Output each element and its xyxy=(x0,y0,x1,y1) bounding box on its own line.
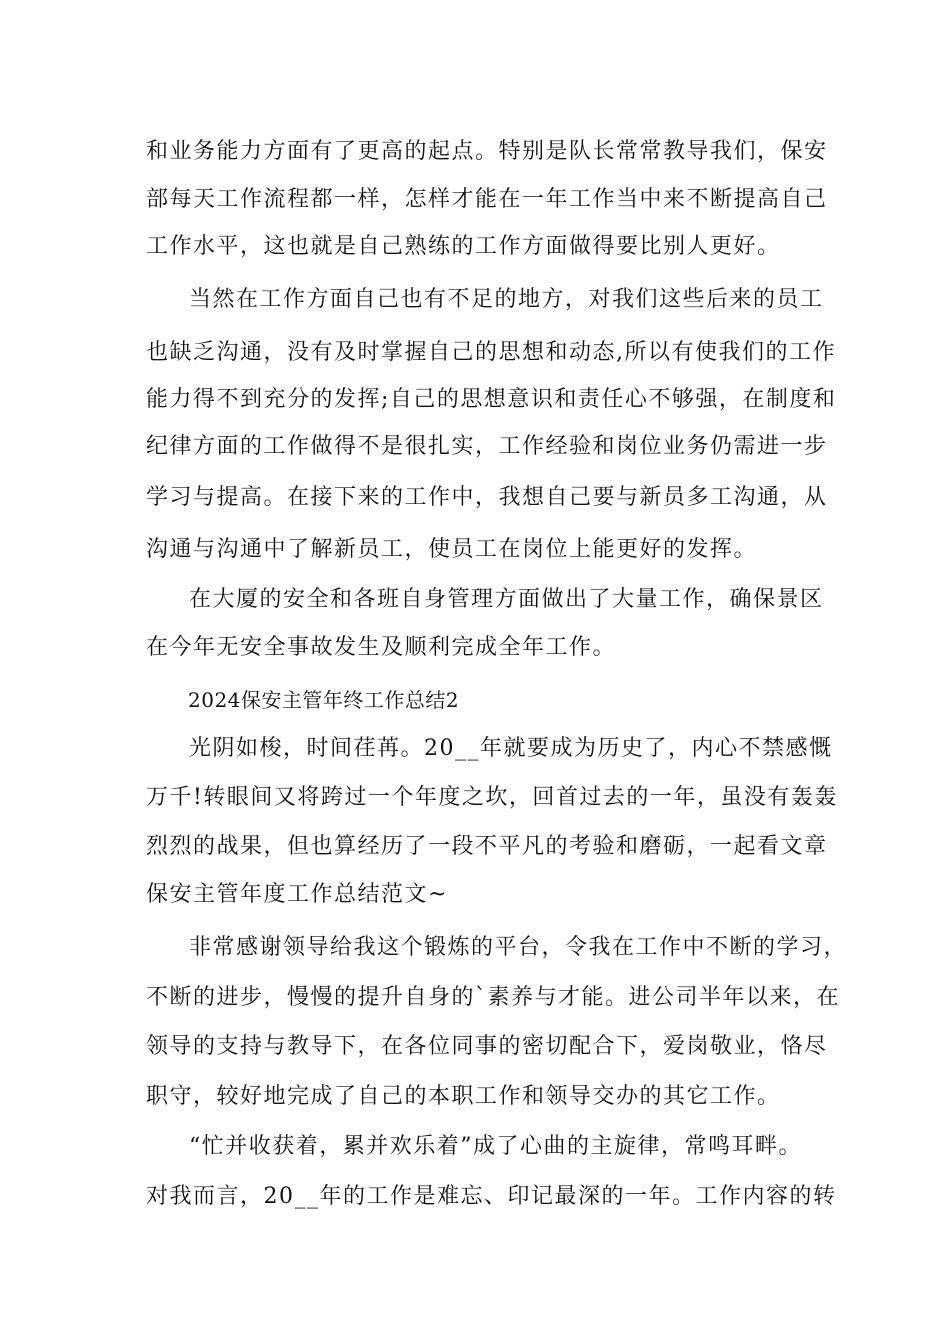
text-line: 职守，较好地完成了自己的本职工作和领导交办的其它工作。 xyxy=(146,1084,781,1109)
paragraph-first-line: 非常感谢领导给我这个锻炼的平台，令我在工作中不断的学习， xyxy=(189,935,848,960)
text-line: 部每天工作流程都一样，怎样才能在一年工作当中来不断提高自己 xyxy=(146,187,828,212)
text-line: 在今年无安全事故发生及顺利完成全年工作。 xyxy=(146,635,617,660)
text-line: 纪律方面的工作做得不是很扎实，工作经验和岗位业务仍需进一步 xyxy=(146,434,828,459)
text-line: 和业务能力方面有了更高的起点。特别是队长常常教导我们，保安 xyxy=(146,139,828,164)
text-line: 烈烈的战果，但也算经历了一段不平凡的考验和磨砺，一起看文章 xyxy=(146,834,828,859)
paragraph-first-line: “忙并收获着，累并欢乐着”成了心曲的主旋律，常鸣耳畔。 xyxy=(189,1134,802,1159)
paragraph-first-line: 当然在工作方面自己也有不足的地方，对我们这些后来的员工 xyxy=(189,287,824,312)
paragraph-first-line: 在大厦的安全和各班自身管理方面做出了大量工作，确保景区 xyxy=(189,587,824,612)
text-line: 不断的进步，慢慢的提升自身的`素养与才能。进公司半年以来，在 xyxy=(146,985,841,1010)
text-line: 万千!转眼间又将跨过一个年度之坎，回首过去的一年，虽没有轰轰 xyxy=(146,785,838,810)
paragraph-first-line: 光阴如梭，时间荏苒。20__年就要成为历史了，内心不禁感慨 xyxy=(189,736,833,761)
text-line: 能力得不到充分的发挥;自己的思想意识和责任心不够强，在制度和 xyxy=(146,387,837,412)
text-line: 对我而言，20__年的工作是难忘、印记最深的一年。工作内容的转 xyxy=(146,1184,837,1209)
text-line: 学习与提高。在接下来的工作中，我想自己要与新员多工沟通，从 xyxy=(146,485,828,510)
text-line: 保安主管年度工作总结范文~ xyxy=(146,882,448,907)
text-line: 工作水平，这也就是自己熟练的工作方面做得要比别人更好。 xyxy=(146,234,781,259)
section-heading: 2024保安主管年终工作总结2 xyxy=(188,688,460,712)
text-line: 领导的支持与教导下，在各位同事的密切配合下，爱岗敬业，恪尽 xyxy=(146,1034,828,1059)
text-line: 也缺乏沟通，没有及时掌握自己的思想和动态,所以有使我们的工作 xyxy=(146,340,836,365)
text-line: 沟通与沟通中了解新员工，使员工在岗位上能更好的发挥。 xyxy=(146,537,758,562)
